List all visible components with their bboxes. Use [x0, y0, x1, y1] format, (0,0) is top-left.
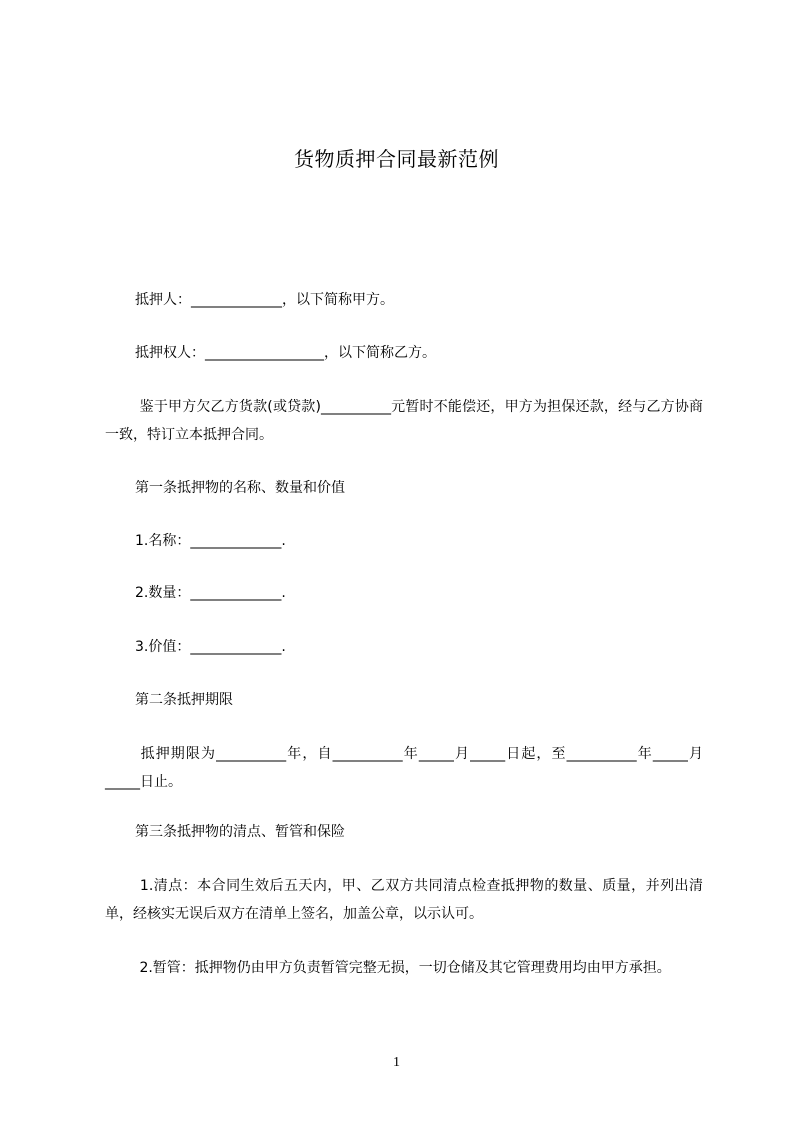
item-value: 3.价值：_____________.: [135, 639, 286, 655]
paragraph-term: 抵押期限为__________年，自__________年_____月_____日起，至__________年_____月_____日止。: [105, 746, 704, 790]
document-title: 货物质押合同最新范例: [294, 147, 499, 171]
page-number: 1: [393, 1055, 400, 1070]
item-name: 1.名称：_____________.: [135, 533, 286, 549]
paragraph-pledgor: 抵押人：_____________，以下简称甲方。: [135, 292, 394, 308]
paragraph-inventory: 1.清点：本合同生效后五天内，甲、乙双方共同清点检查抵押物的数量、质量，并列出清单，经核实无误后双方在清单上签名，加盖公章，以示认可。: [105, 878, 703, 922]
heading-article-1: 第一条抵押物的名称、数量和价值: [135, 480, 345, 496]
heading-article-2: 第二条抵押期限: [135, 692, 233, 708]
item-quantity: 2.数量：_____________.: [135, 585, 286, 601]
paragraph-pledgee: 抵押权人：_________________，以下简称乙方。: [135, 345, 436, 361]
paragraph-custody: 2.暂管：抵押物仍由甲方负责暂管完整无损，一切仓储及其它管理费用均由甲方承担。: [135, 960, 671, 976]
paragraph-preamble: 鉴于甲方欠乙方货款(或贷款)__________元暂时不能偿还，甲方为担保还款，经与乙方协商一致，特订立本抵押合同。: [105, 399, 704, 443]
heading-article-3: 第三条抵押物的清点、暂管和保险: [135, 824, 345, 840]
